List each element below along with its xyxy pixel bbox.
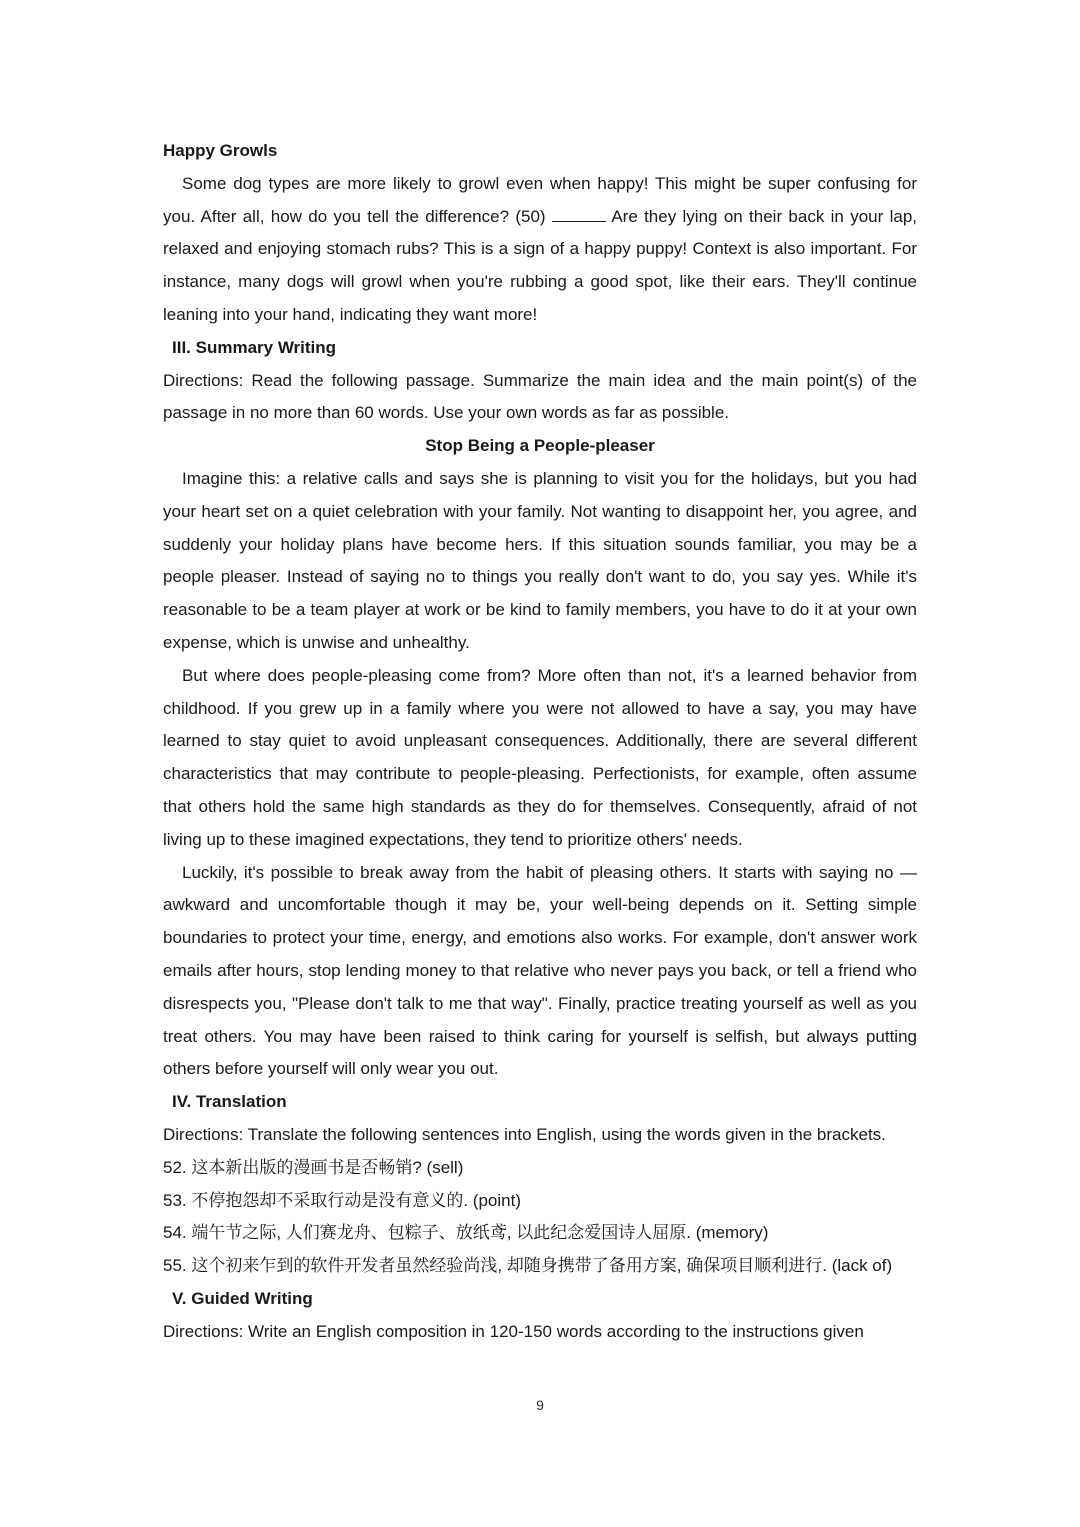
happy-growls-heading: Happy Growls: [163, 141, 278, 160]
document-page: [163, 135, 917, 1348]
page-number: 9: [536, 1397, 544, 1413]
translation-item-55: 55. 这个初来乍到的软件开发者虽然经验尚浅, 却随身携带了备用方案, 确保项目顺利进行. (lack of): [163, 1256, 893, 1276]
summary-writing-heading: III. Summary Writing: [172, 337, 337, 357]
guided-writing-directions: Directions: Write an English composition in 120-150 words according to the instructions given: [163, 1321, 864, 1341]
guided-writing-heading: V. Guided Writing: [172, 1288, 313, 1308]
translation-item-52: 52. 这本新出版的漫画书是否畅销? (sell): [163, 1157, 464, 1177]
translation-heading: IV. Translation: [172, 1092, 287, 1112]
passage-title: Stop Being a People-pleaser: [425, 436, 655, 456]
happy-growls-paragraph: [163, 168, 917, 332]
translation-directions: Directions: Translate the following sentences into English, using the words given in the brackets.: [163, 1124, 886, 1144]
happy-growls-text-after-blank: Are they lying on their back in your lap, relaxed and enjoying stomach rubs? This is a sign of a happy puppy! Context is also important. For instance, many dogs will growl when you're rubbing a good spot, like their ears. They'll continue leaning into your hand, indicating they want more!: [163, 206, 917, 324]
happy-growls-text-before-blank: Some dog types are more likely to growl even when happy! This might be super confusing for you. After all, how do you tell the difference? (50): [163, 173, 917, 226]
answer-blank-50[interactable]: [552, 207, 606, 222]
summary-writing-directions: Directions: Read the following passage. Summarize the main idea and the main point(s) of the passage in no more than 60 words. Use your own words as far as possible.: [163, 370, 917, 423]
translation-item-53: 53. 不停抱怨却不采取行动是没有意义的. (point): [163, 1190, 521, 1210]
passage-paragraph-2: But where does people-pleasing come from? More often than not, it's a learned behavior from childhood. If you grew up in a family where you were not allowed to have a say, you may have learned to stay quiet to avoid unpleasant consequences. Additionally, there are several different characteristics that may contribute to people-pleasing. Perfectionists, for example, often assume that others hold the same high standards as they do for themselves. Consequently, afraid of not living up to these imagined expectations, they tend to prioritize others' needs.: [163, 665, 917, 849]
passage-paragraph-1: Imagine this: a relative calls and says she is planning to visit you for the holidays, but you had your heart set on a quiet celebration with your family. Not wanting to disappoint her, you agree, and suddenly your holiday plans have become hers. If this situation sounds familiar, you may be a people pleaser. Instead of saying no to things you really don't want to do, you say yes. While it's reasonable to be a team player at work or be kind to family members, you have to do it at your own expense, which is unwise and unhealthy.: [163, 468, 917, 652]
translation-item-54: 54. 端午节之际, 人们赛龙舟、包粽子、放纸鸢, 以此纪念爱国诗人屈原. (memory): [163, 1223, 769, 1243]
passage-paragraph-3: Luckily, it's possible to break away from the habit of pleasing others. It starts with saying no — awkward and uncomfortable though it may be, your well-being depends on it. Setting simple boundaries to protect your time, energy, and emotions also works. For example, don't answer work emails after hours, stop lending money to that relative who never pays you back, or tell a friend who disrespects you, "Please don't talk to me that way". Finally, practice treating yourself as well as you treat others. You may have been raised to think caring for yourself is selfish, but always putting others before yourself will only wear you out.: [163, 862, 917, 1079]
